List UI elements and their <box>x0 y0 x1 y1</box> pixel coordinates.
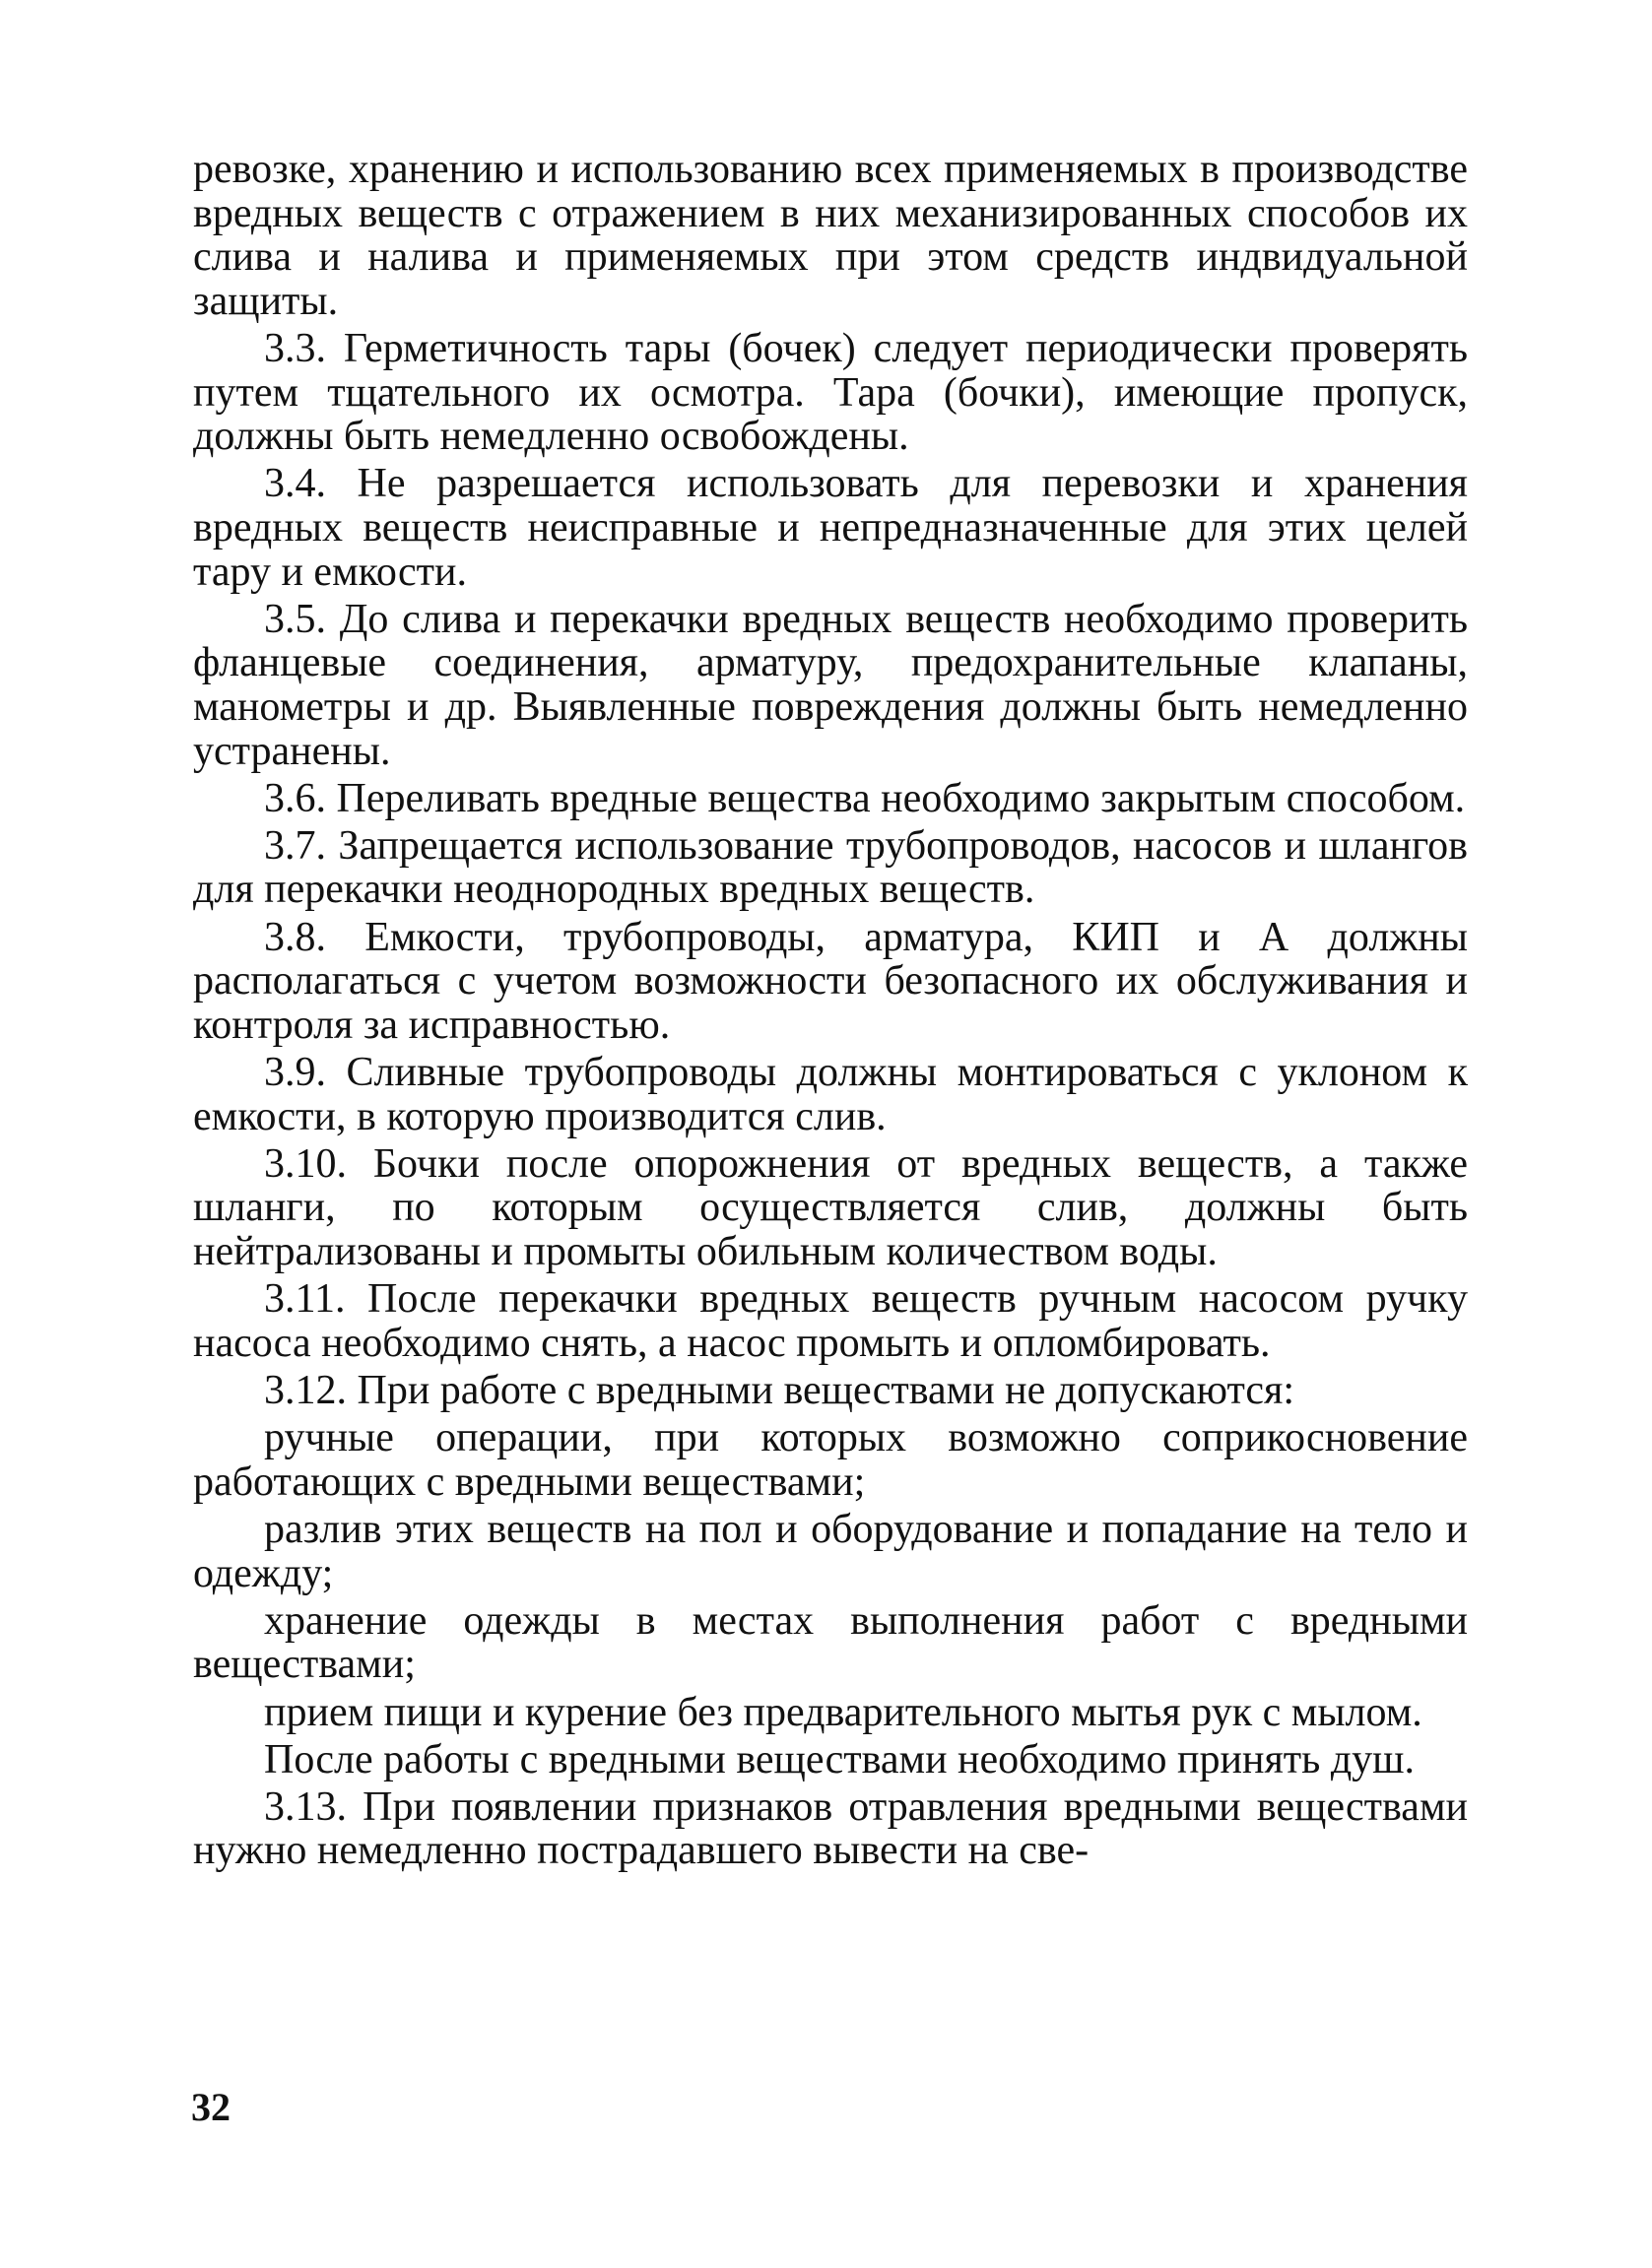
list-item-manual-operations: ручные операции, при которых возможно соприкосновение работающих с вредными веществами; <box>193 1415 1468 1505</box>
list-item-clothing-storage: хранение одежды в местах выполнения работ с вредными веществами; <box>193 1597 1468 1688</box>
paragraph-shower: После работы с вредными веществами необходимо принять душ. <box>264 1736 1416 1782</box>
paragraph-3-11: 3.11. После перекачки вредных веществ ручным насосом ручку насоса необходимо снять, а насос промыть и опломбировать. <box>193 1276 1468 1366</box>
page-body-text <box>193 148 1468 1877</box>
paragraph-3-10: 3.10. Бочки после опорожнения от вредных веществ, а также шланги, по которым осуществляется слив, должны быть нейтрализованы и промыты обильным количеством воды. <box>193 1140 1468 1274</box>
paragraph-3-13: 3.13. При появлении признаков отравления вредными веществами нужно немедленно пострадавшего вывести на све- <box>193 1783 1468 1874</box>
paragraph-3-9: 3.9. Сливные трубопроводы должны монтироваться с уклоном к емкости, в которую производится слив. <box>193 1050 1468 1139</box>
paragraph-3-5: 3.5. До слива и перекачки вредных веществ необходимо проверить фланцевые соединения, арматуру, предохранительные клапаны, манометры и др. Выявленные повреждения должны быть немедленно устранены. <box>193 596 1468 774</box>
list-item-eating-smoking: прием пищи и курение без предварительного мытья рук с мылом. <box>264 1689 1422 1735</box>
page-number: 32 <box>191 2085 231 2129</box>
paragraph-3-3: 3.3. Герметичность тары (бочек) следует периодически проверять путем тщательного их осмотра. Тара (бочки), имеющие пропуск, должны быть немедленно освобождены. <box>193 325 1468 460</box>
paragraph-3-6: 3.6. Переливать вредные вещества необходимо закрытым способом. <box>264 775 1466 821</box>
paragraph-3-7: 3.7. Запрещается использование трубопроводов, насосов и шлангов для перекачки неоднородных вредных веществ. <box>193 822 1468 913</box>
list-item-spillage: разлив этих веществ на пол и оборудование и попадание на тело и одежду; <box>193 1506 1468 1596</box>
paragraph-3-8: 3.8. Емкости, трубопроводы, арматура, КИП и А должны располагаться с учетом возможности безопасного их обслуживания и контроля за исправностью. <box>193 914 1468 1048</box>
paragraph-3-12: 3.12. При работе с вредными веществами не допускаются: <box>264 1367 1295 1413</box>
paragraph-continuation: ревозке, хранению и использованию всех применяемых в производстве вредных веществ с отражением в них механизированных способов их слива и налива и применяемых при этом средств индвидуальной защиты. <box>193 147 1468 324</box>
paragraph-3-4: 3.4. Не разрешается использовать для перевозки и хранения вредных веществ неисправные и непредназначенные для этих целей тару и емкости. <box>193 461 1468 595</box>
